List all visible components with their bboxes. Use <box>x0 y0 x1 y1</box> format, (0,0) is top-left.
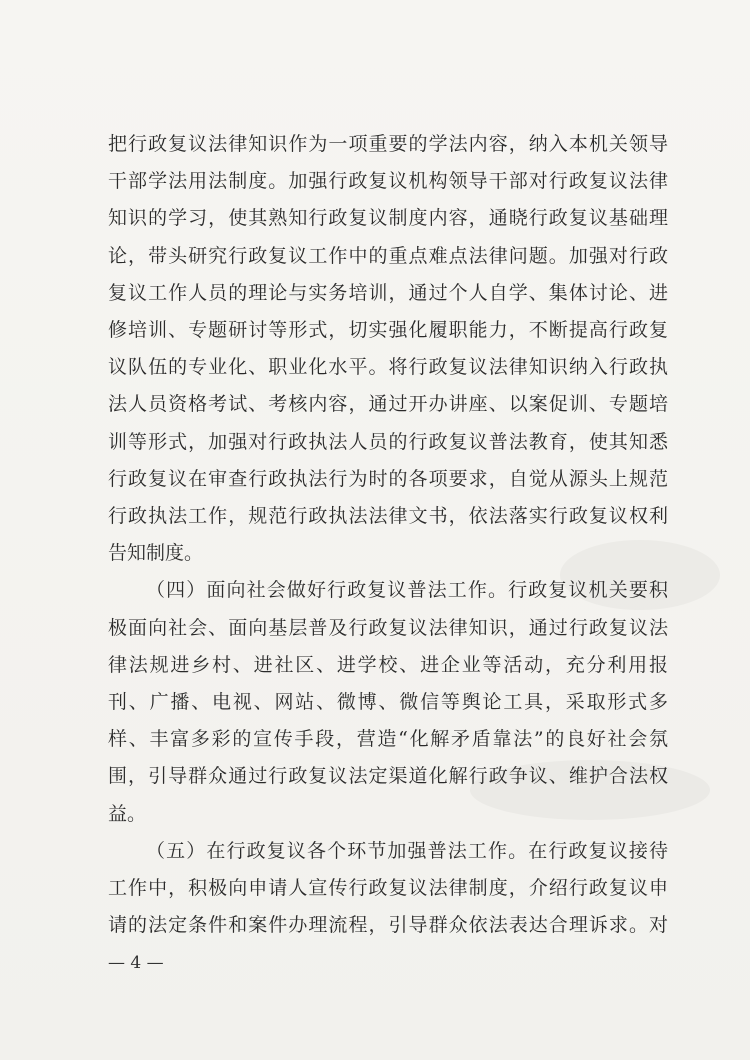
paragraph <box>108 126 668 572</box>
text-line: 请的法定条件和案件办理流程，引导群众依法表达合理诉求。对 <box>108 914 668 937</box>
text-line: 把行政复议法律知识作为一项重要的学法内容，纳入本机关领导 <box>108 133 668 155</box>
text-line: 议队伍的专业化、职业化水平。将行政复议法律知识纳入行政执 <box>108 356 668 379</box>
text-line: （五）在行政复议各个环节加强普法工作。在行政复议接待 <box>146 839 668 862</box>
text-line: 律法规进乡村、进社区、进学校、进企业等活动，充分利用报 <box>108 653 668 676</box>
text-line: 行政复议在审查行政执法行为时的各项要求，自觉从源头上规范 <box>108 467 668 490</box>
page-number: — 4 — <box>108 953 164 973</box>
text-line: 论，带头研究行政复议工作中的重点难点法律问题。加强对行政 <box>108 244 668 267</box>
text-line: 告知制度。 <box>108 542 204 565</box>
text-line: 训等形式，加强对行政执法人员的行政复议普法教育，使其知悉 <box>108 430 668 453</box>
text-line: 样、丰富多彩的宣传手段，营造“化解矛盾靠法”的良好社会氛 <box>108 728 668 751</box>
text-line: 极面向社会、面向基层普及行政复议法律知识，通过行政复议法 <box>108 616 668 639</box>
text-line: 围，引导群众通过行政复议法定渠道化解行政争议、维护合法权 <box>108 765 668 788</box>
paragraph <box>108 833 668 945</box>
text-line: 工作中，积极向申请人宣传行政复议法律制度，介绍行政复议申 <box>108 877 668 900</box>
document-body <box>108 126 668 944</box>
paragraph <box>108 572 668 832</box>
text-line: 复议工作人员的理论与实务培训，通过个人自学、集体讨论、进 <box>108 281 668 304</box>
text-line: （四）面向社会做好行政复议普法工作。行政复议机关要积 <box>146 579 668 602</box>
text-line: 刊、广播、电视、网站、微博、微信等舆论工具，采取形式多 <box>108 691 668 714</box>
text-line: 益。 <box>108 802 147 825</box>
text-line: 法人员资格考试、考核内容，通过开办讲座、以案促训、专题培 <box>108 393 668 416</box>
text-line: 知识的学习，使其熟知行政复议制度内容，通晓行政复议基础理 <box>108 207 668 230</box>
text-line: 行政执法工作，规范行政执法法律文书，依法落实行政复议权利 <box>108 505 668 528</box>
text-line: 干部学法用法制度。加强行政复议机构领导干部对行政复议法律 <box>108 170 668 193</box>
text-line: 修培训、专题研讨等形式，切实强化履职能力，不断提高行政复 <box>108 319 668 342</box>
